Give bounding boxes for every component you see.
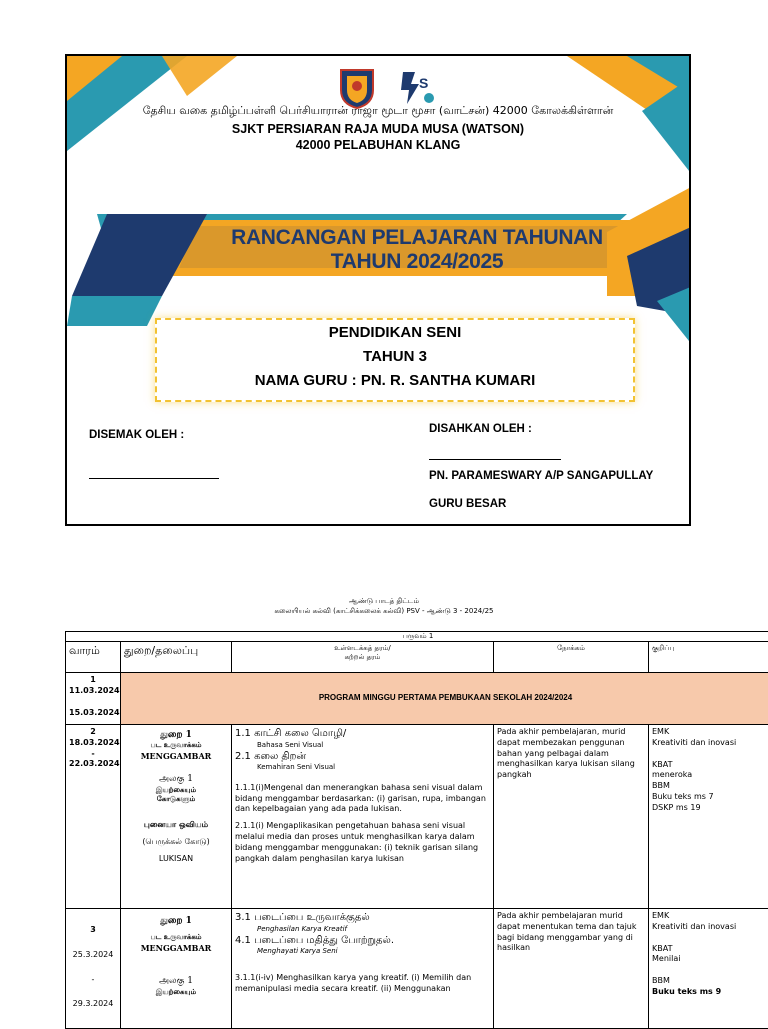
week-date-dash: - — [69, 749, 117, 760]
objective-cell: Pada akhir pembelajaran murid dapat menentukan tema dan tajuk bagi bidang menggambar yang di hasilkan — [494, 909, 649, 1029]
learning-standard-1: 1.1.1(i)Mengenal dan menerangkan bahasa seni visual dalam bidang menggambar berdasarkan: (i) garisan, rupa, imbangan dan kepelbagaian yang ada pada lukisan. — [235, 783, 490, 815]
plan-subtitle: கலையியல் கல்வி (காட்சிக்கலைக் கல்வி) PSV - ஆண்டு 3 - 2024/25 — [0, 607, 768, 616]
note-line: EMK — [652, 911, 767, 922]
week-number: 1 — [69, 675, 117, 686]
learning-standard-2: 2.1.1(i) Mengaplikasikan pengetahuan bahasa seni visual melalui media dan proses untuk menghasilkan karya dalam bidang menggambar menggunakan: (i) teknik garisan silang pangkah dalam penghasilan karya lukisan — [235, 821, 490, 864]
banner-title-line2: TAHUN 2024/2025 — [197, 250, 637, 274]
school-address: 42000 PELABUHAN KLANG — [67, 138, 689, 152]
subject-box — [155, 318, 635, 402]
content-standard-1-malay: Penghasilan Karya Kreatif — [257, 925, 490, 934]
crest-icon — [341, 70, 373, 108]
note-line-bold: Buku teks ms 9 — [652, 987, 767, 998]
unit-name: இயற்கையும் — [124, 988, 228, 997]
header-week: வாரம் — [66, 642, 121, 673]
teacher-name: NAMA GURU : PN. R. SANTHA KUMARI — [157, 372, 633, 389]
theme-field-name: பட உருவாக்கம் — [124, 741, 228, 750]
table-row — [66, 725, 768, 909]
content-standard-2: 2.1 கலை திறன் — [235, 750, 490, 764]
term-row — [66, 632, 768, 642]
topic-english: LUKISAN — [124, 854, 228, 865]
unit-name-2: கோடுகளும் — [124, 795, 228, 804]
note-line: EMK — [652, 727, 767, 738]
lesson-plan-table — [65, 631, 768, 1029]
week-date-end: 22.03.2024 — [69, 759, 117, 770]
note-line: BBM — [652, 781, 767, 792]
standard-cell — [232, 909, 494, 1029]
theme-cell — [121, 725, 232, 909]
topic-subtitle: (பெருக்கல் கோடு) — [124, 837, 228, 848]
header-standard-line2: கற்றல் தரம் — [235, 653, 490, 662]
theme-cell — [121, 909, 232, 1029]
week-date-start: 25.3.2024 — [69, 950, 117, 961]
theme-field-name: பட உருவாக்கம் — [124, 933, 228, 942]
theme-english: MENGGAMBAR — [124, 751, 228, 762]
week-cell — [66, 673, 121, 725]
notes-cell — [649, 725, 768, 909]
objective-cell: Pada akhir pembelajaran, murid dapat membezakan penggunan bahan yang pelbagai dalam menghasilkan karya lukisan silang pangkah — [494, 725, 649, 909]
week-cell — [66, 725, 121, 909]
unit-name: இயற்கையும் — [124, 786, 228, 795]
subject-year: TAHUN 3 — [157, 348, 633, 365]
approved-by-label: DISAHKAN OLEH : — [429, 423, 532, 435]
week-cell — [66, 909, 121, 1029]
notes-cell — [649, 909, 768, 1029]
plan-title: ஆண்டு பாடத் திட்டம் — [0, 597, 768, 606]
note-line: DSKP ms 19 — [652, 803, 767, 814]
table-row — [66, 909, 768, 1029]
note-line: KBAT — [652, 944, 767, 955]
content-standard-2-malay: Kemahiran Seni Visual — [257, 763, 490, 772]
topic-title: புனையா ஒவியம் — [124, 820, 228, 831]
week-date-start: 11.03.2024 — [69, 686, 117, 697]
subject-name: PENDIDIKAN SENI — [157, 324, 633, 341]
note-line: BBM — [652, 976, 767, 987]
term-label: பருவம் 1 — [66, 632, 768, 642]
standard-cell — [232, 725, 494, 909]
table-header — [66, 642, 768, 673]
content-standard-1: 3.1 படைப்பை உருவாக்குதல் — [235, 911, 490, 925]
school-emblem-icon — [399, 68, 435, 106]
header-objective: நோக்கம் — [494, 642, 649, 673]
note-line: Menilai — [652, 954, 767, 965]
theme-field: துறை 1 — [124, 915, 228, 927]
note-line: meneroka — [652, 770, 767, 781]
content-standard-1-malay: Bahasa Seni Visual — [257, 741, 490, 750]
note-line: Kreativiti dan inovasi — [652, 922, 767, 933]
opening-week-banner: PROGRAM MINGGU PERTAMA PEMBUKAAN SEKOLAH 2024/2024 — [121, 673, 768, 725]
checked-by-label: DISEMAK OLEH : — [89, 429, 184, 441]
svg-text:S: S — [419, 75, 428, 91]
week-date-end: 15.03.2024 — [69, 708, 117, 719]
note-line: KBAT — [652, 760, 767, 771]
banner-title-line1: RANCANGAN PELAJARAN TAHUNAN — [197, 226, 637, 250]
week-date-dash: - — [69, 975, 117, 986]
theme-field: துறை 1 — [124, 729, 228, 741]
table-row — [66, 673, 768, 725]
school-name: SJKT PERSIARAN RAJA MUDA MUSA (WATSON) — [67, 122, 689, 136]
content-standard-2-malay: Menghayati Karya Seni — [257, 947, 490, 956]
headmaster-name: PN. PARAMESWARY A/P SANGAPULLAY — [429, 470, 653, 482]
header-notes: குறிப்பு — [649, 642, 768, 673]
headmaster-title: GURU BESAR — [429, 498, 506, 510]
approved-by-signature-line — [429, 459, 561, 460]
header-standard-line1: உள்ளடக்கத் தரம்/ — [235, 644, 490, 653]
theme-english: MENGGAMBAR — [124, 943, 228, 954]
week-number: 2 — [69, 727, 117, 738]
unit-label: அலகு 1 — [124, 975, 228, 987]
week-number: 3 — [69, 925, 117, 936]
content-standard-2: 4.1 படைப்பை மதித்து போற்றுதல். — [235, 934, 490, 948]
school-name-tamil: தேசிய வகை தமிழ்ப்பள்ளி பெர்சியாரான் ராஜா மூடா மூசா (வாட்சன்) 42000 கோலக்கிள்ளான் — [67, 104, 689, 119]
header-standard — [232, 642, 494, 673]
note-line: Kreativiti dan inovasi — [652, 738, 767, 749]
content-standard-1: 1.1 காட்சி கலை மொழி/ — [235, 727, 490, 741]
checked-by-signature-line — [89, 478, 219, 479]
note-line: Buku teks ms 7 — [652, 792, 767, 803]
week-date-end: 29.3.2024 — [69, 999, 117, 1010]
week-date-start: 18.03.2024 — [69, 738, 117, 749]
unit-label: அலகு 1 — [124, 773, 228, 785]
learning-standard-1: 3.1.1(i-iv) Menghasilkan karya yang kreatif. (i) Memilih dan memanipulasi media secara kreatif. (ii) Menggunakan — [235, 973, 490, 995]
cover-page — [65, 54, 691, 526]
header-theme: துறை/தலைப்பு — [121, 642, 232, 673]
